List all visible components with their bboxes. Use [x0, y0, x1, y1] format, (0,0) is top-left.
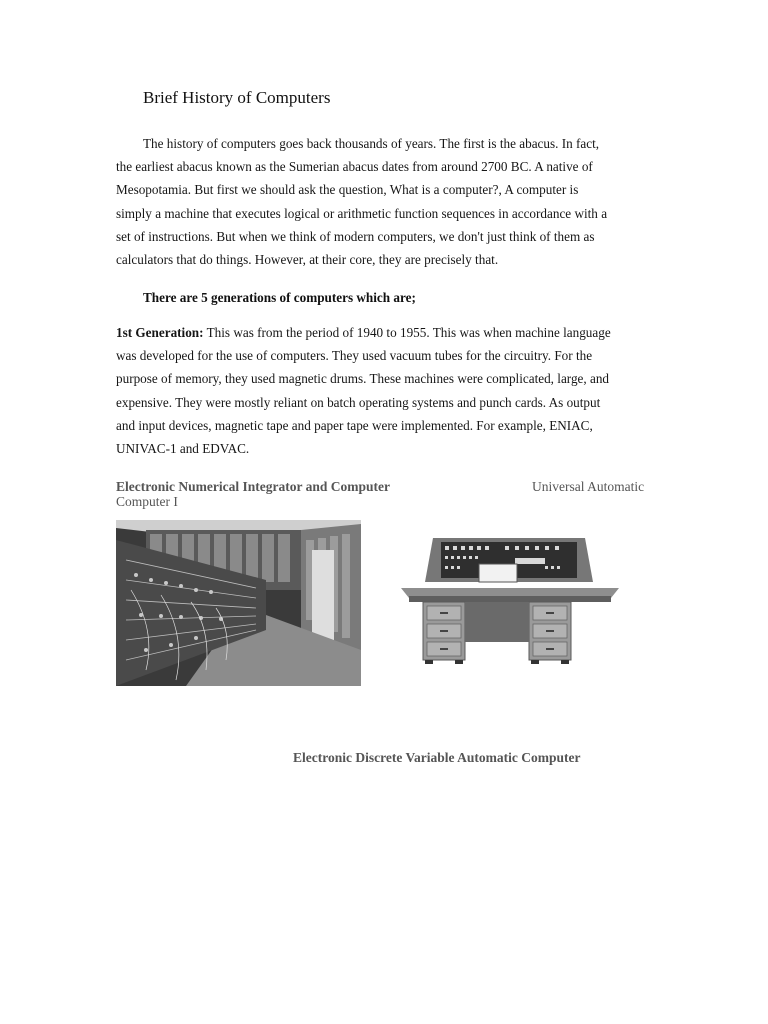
- intro-line: the earliest abacus known as the Sumerian abacus dates from around 2700 BC. A native of: [116, 159, 593, 175]
- intro-line: calculators that do things. However, at their core, they are precisely that.: [116, 251, 499, 267]
- eniac-photo: [116, 520, 361, 686]
- eniac-caption: Electronic Numerical Integrator and Computer: [116, 479, 390, 494]
- first-gen-line: purpose of memory, they used magnetic drums. These machines were complicated, large, and: [116, 371, 610, 387]
- univac-photo: [395, 520, 625, 670]
- intro-line: simply a machine that executes logical or arithmetic function sequences in accordance with a: [116, 205, 608, 221]
- intro-line: The history of computers goes back thousands of years. The first is the abacus. In fact,: [143, 136, 600, 151]
- first-gen-line: and input devices, magnetic tape and paper tape were implemented. For example, ENIAC,: [116, 417, 593, 433]
- edvac-caption: Electronic Discrete Variable Automatic Computer: [293, 750, 581, 765]
- intro-line: Mesopotamia. But first we should ask the question, What is a computer?, A computer is: [116, 182, 579, 198]
- generations-heading: There are 5 generations of computers which are;: [143, 290, 416, 305]
- first-gen-line: expensive. They were mostly reliant on batch operating systems and punch cards. As output: [116, 394, 601, 410]
- first-gen-line: [116, 321, 646, 344]
- univac-caption: Universal Automatic: [532, 479, 645, 494]
- univac-caption-continued: Computer I: [116, 494, 178, 509]
- page-title: Brief History of Computers: [143, 88, 331, 107]
- first-gen-label: 1st Generation:: [116, 325, 204, 340]
- first-gen-line: UNIVAC-1 and EDVAC.: [116, 440, 250, 456]
- first-gen-line: was developed for the use of computers. They used vacuum tubes for the circuitry. For the: [116, 348, 593, 364]
- intro-line: set of instructions. But when we think of modern computers, we don't just think of them as: [116, 228, 595, 244]
- first-gen-text: This was from the period of 1940 to 1955. This was when machine language: [203, 325, 611, 340]
- first-generation-paragraph: [116, 321, 646, 460]
- intro-paragraph: [116, 132, 646, 271]
